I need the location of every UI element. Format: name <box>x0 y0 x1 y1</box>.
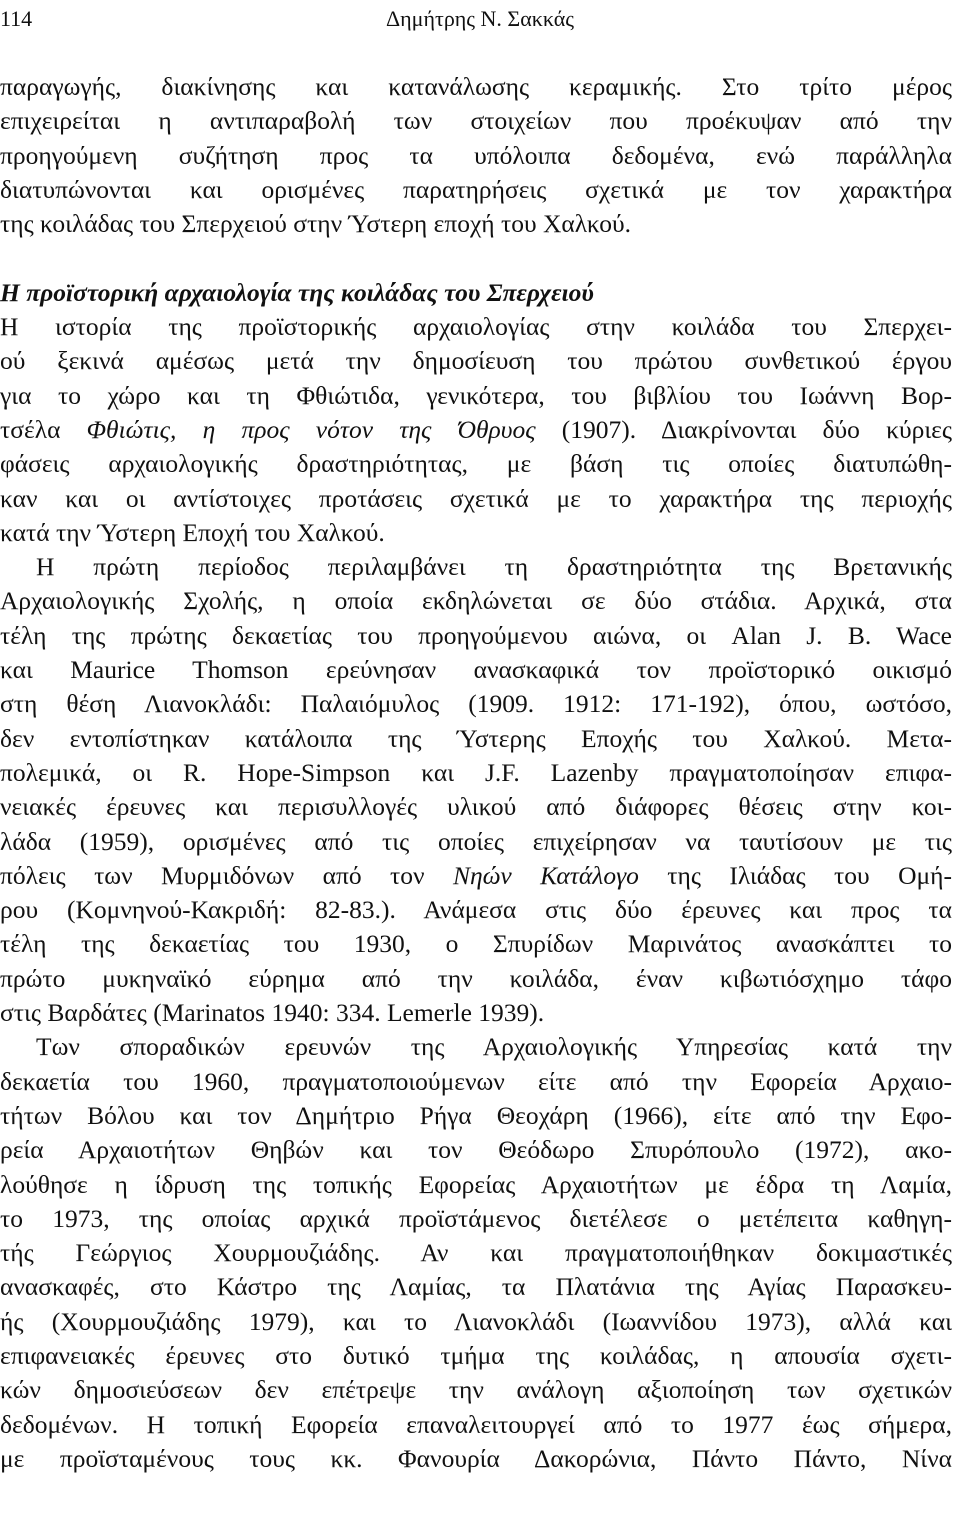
text-line: κατά την Ύστερη Εποχή του Χαλκού. <box>0 517 385 547</box>
text-line <box>0 859 952 893</box>
text-line: ρεία Αρχαιοτήτων Θηβών και τον Θεόδωρο Σπυρόπουλο (1972), ακο- <box>0 1135 952 1165</box>
text-line: Η ιστορία της προϊστορικής αρχαιολογίας στην κοιλάδα του Σπερχει- <box>0 312 952 342</box>
intro-paragraph <box>0 70 952 241</box>
text-line: διατυπώνονται και ορισμένες παρατηρήσεις σχετικά με τον χαρακτήρα <box>0 174 952 204</box>
paragraph-1 <box>0 310 952 550</box>
text-line: τέλη της πρώτης δεκαετίας του προηγούμενου αιώνα, οι Alan J. B. Wace <box>0 620 952 650</box>
text-line: κών δημοσιεύσεων δεν επέτρεψε την ανάλογη αξιοποίηση των σχετικών <box>0 1375 952 1405</box>
text-line: της κοιλάδας του Σπερχειού στην Ύστερη εποχή του Χαλκού. <box>0 209 631 239</box>
text-line: Των σποραδικών ερευνών της Αρχαιολογικής Υπηρεσίας κατά την <box>36 1032 952 1062</box>
text-run: τσέλα <box>0 414 87 444</box>
running-head: Δημήτρης Ν. Σακκάς <box>386 6 574 31</box>
text-line: το 1973, της οποίας αρχικά προϊστάμενος διετέλεσε ο μετέπειτα καθηγη- <box>0 1203 952 1233</box>
text-line: δεκαετία του 1960, πραγματοποιούμενων είτε από την Εφορεία Αρχαιο- <box>0 1066 952 1096</box>
paragraph-3 <box>0 1030 952 1476</box>
text-line: με προϊσταμένους τους κκ. Φανουρία Δακορώνια, Πάντο Πάντο, Νίνα <box>0 1443 952 1473</box>
text-line: νειακές έρευνες και περισυλλογές υλικού από διάφορες θέσεις στην κοι- <box>0 792 952 822</box>
text-line: ής (Χουρμουζιάδης 1979), και το Λιανοκλάδι (Ιωαννίδου 1973), αλλά και <box>0 1306 952 1336</box>
text-line: επιχειρείται η αντιπαραβολή των στοιχείων που προέκυψαν από την <box>0 106 952 136</box>
text-line: τής Γεώργιος Χουρμουζιάδης. Αν και πραγματοποιήθηκαν δοκιμαστικές <box>0 1238 952 1268</box>
section-spacer <box>0 241 952 275</box>
text-run: (1907). Διακρίνονται δύο κύριες <box>535 414 952 444</box>
text-line: Η πρώτη περίοδος περιλαμβάνει τη δραστηριότητα της Βρετανικής <box>36 552 952 582</box>
text-line: ανασκαφές, στο Κάστρο της Λαμίας, τα Πλατάνια της Αγίας Παρασκευ- <box>0 1272 952 1302</box>
page-body <box>0 70 952 1476</box>
text-line: παραγωγής, διακίνησης και κατανάλωσης κεραμικής. Στο τρίτο μέρος <box>0 72 952 101</box>
text-line: επιφανειακές έρευνες στο δυτικό τμήμα της κοιλάδας, η απουσία σχετι- <box>0 1340 952 1370</box>
text-line: λούθησε η ίδρυση της τοπικής Εφορείας Αρχαιοτήτων με έδρα τη Λαμία, <box>0 1169 952 1199</box>
text-line <box>0 413 952 447</box>
text-line: δεν εντοπίστηκαν κατάλοιπα της Ύστερης Εποχής του Χαλκού. Μετα- <box>0 723 952 753</box>
text-line: φάσεις αρχαιολογικής δραστηριότητας, με βάση τις οποίες διατυπώθη- <box>0 449 952 479</box>
text-line: καν και οι αντίστοιχες προτάσεις σχετικά με το χαρακτήρα της περιοχής <box>0 483 952 513</box>
text-line: πρώτο μυκηναϊκό εύρημα από την κοιλάδα, έναν κιβωτιόσχημο τάφο <box>0 963 952 993</box>
text-line: στις Βαρδάτες (Marinatos 1940: 334. Lemerle 1939). <box>0 998 545 1028</box>
text-line: και Maurice Thomson ερεύνησαν ανασκαφικά τον προϊστορικό οικισμό <box>0 655 952 685</box>
text-line: πολεμικά, οι R. Hope-Simpson και J.F. Lazenby πραγματοποίησαν επιφα- <box>0 757 952 787</box>
text-run: πόλεις των Μυρμιδόνων από τον <box>0 860 453 890</box>
text-line: Αρχαιολογικής Σχολής, η οποία εκδηλώνεται σε δύο στάδια. Αρχικά, στα <box>0 586 952 616</box>
text-line: ρου (Κομνηνού-Κακριδή: 82-83.). Ανάμεσα στις δύο έρευνες και προς τα <box>0 895 952 925</box>
text-line: λάδα (1959), ορισμένες από τις οποίες επιχείρησαν να ταυτίσουν με τις <box>0 826 952 856</box>
text-line: ού ξεκινά αμέσως μετά την δημοσίευση του πρώτου συνθετικού έργου <box>0 346 952 376</box>
text-line: για το χώρο και τη Φθιώτιδα, γενικότερα, του βιβλίου του Ιωάννη Βορ- <box>0 380 952 410</box>
paragraph-2 <box>0 550 952 1030</box>
text-line: τήτων Βόλου και τον Δημήτριο Ρήγα Θεοχάρη (1966), είτε από την Εφο- <box>0 1100 952 1130</box>
page-header <box>0 4 960 34</box>
book-title: Φθιώτις, η προς νότον της Όθρυος <box>86 414 536 444</box>
text-line: τέλη της δεκαετίας του 1930, ο Σπυρίδων Μαρινάτος ανασκάπτει το <box>0 929 952 959</box>
text-run: της Ιλιάδας του Ομή- <box>638 860 952 890</box>
section-heading: Η προϊστορική αρχαιολογία της κοιλάδας του Σπερχειού <box>0 277 594 307</box>
text-line: στη θέση Λιανοκλάδι: Παλαιόμυλος (1909. 1912: 171-192), όπου, ωστόσο, <box>0 689 952 719</box>
book-title: Νηών Κατάλογο <box>452 860 639 890</box>
page-number: 114 <box>0 6 33 31</box>
text-line: δεδομένων. Η τοπική Εφορεία επαναλειτουργεί από το 1977 έως σήμερα, <box>0 1409 952 1439</box>
text-line: προηγούμενη συζήτηση προς τα υπόλοιπα δεδομένα, ενώ παράλληλα <box>0 140 952 170</box>
